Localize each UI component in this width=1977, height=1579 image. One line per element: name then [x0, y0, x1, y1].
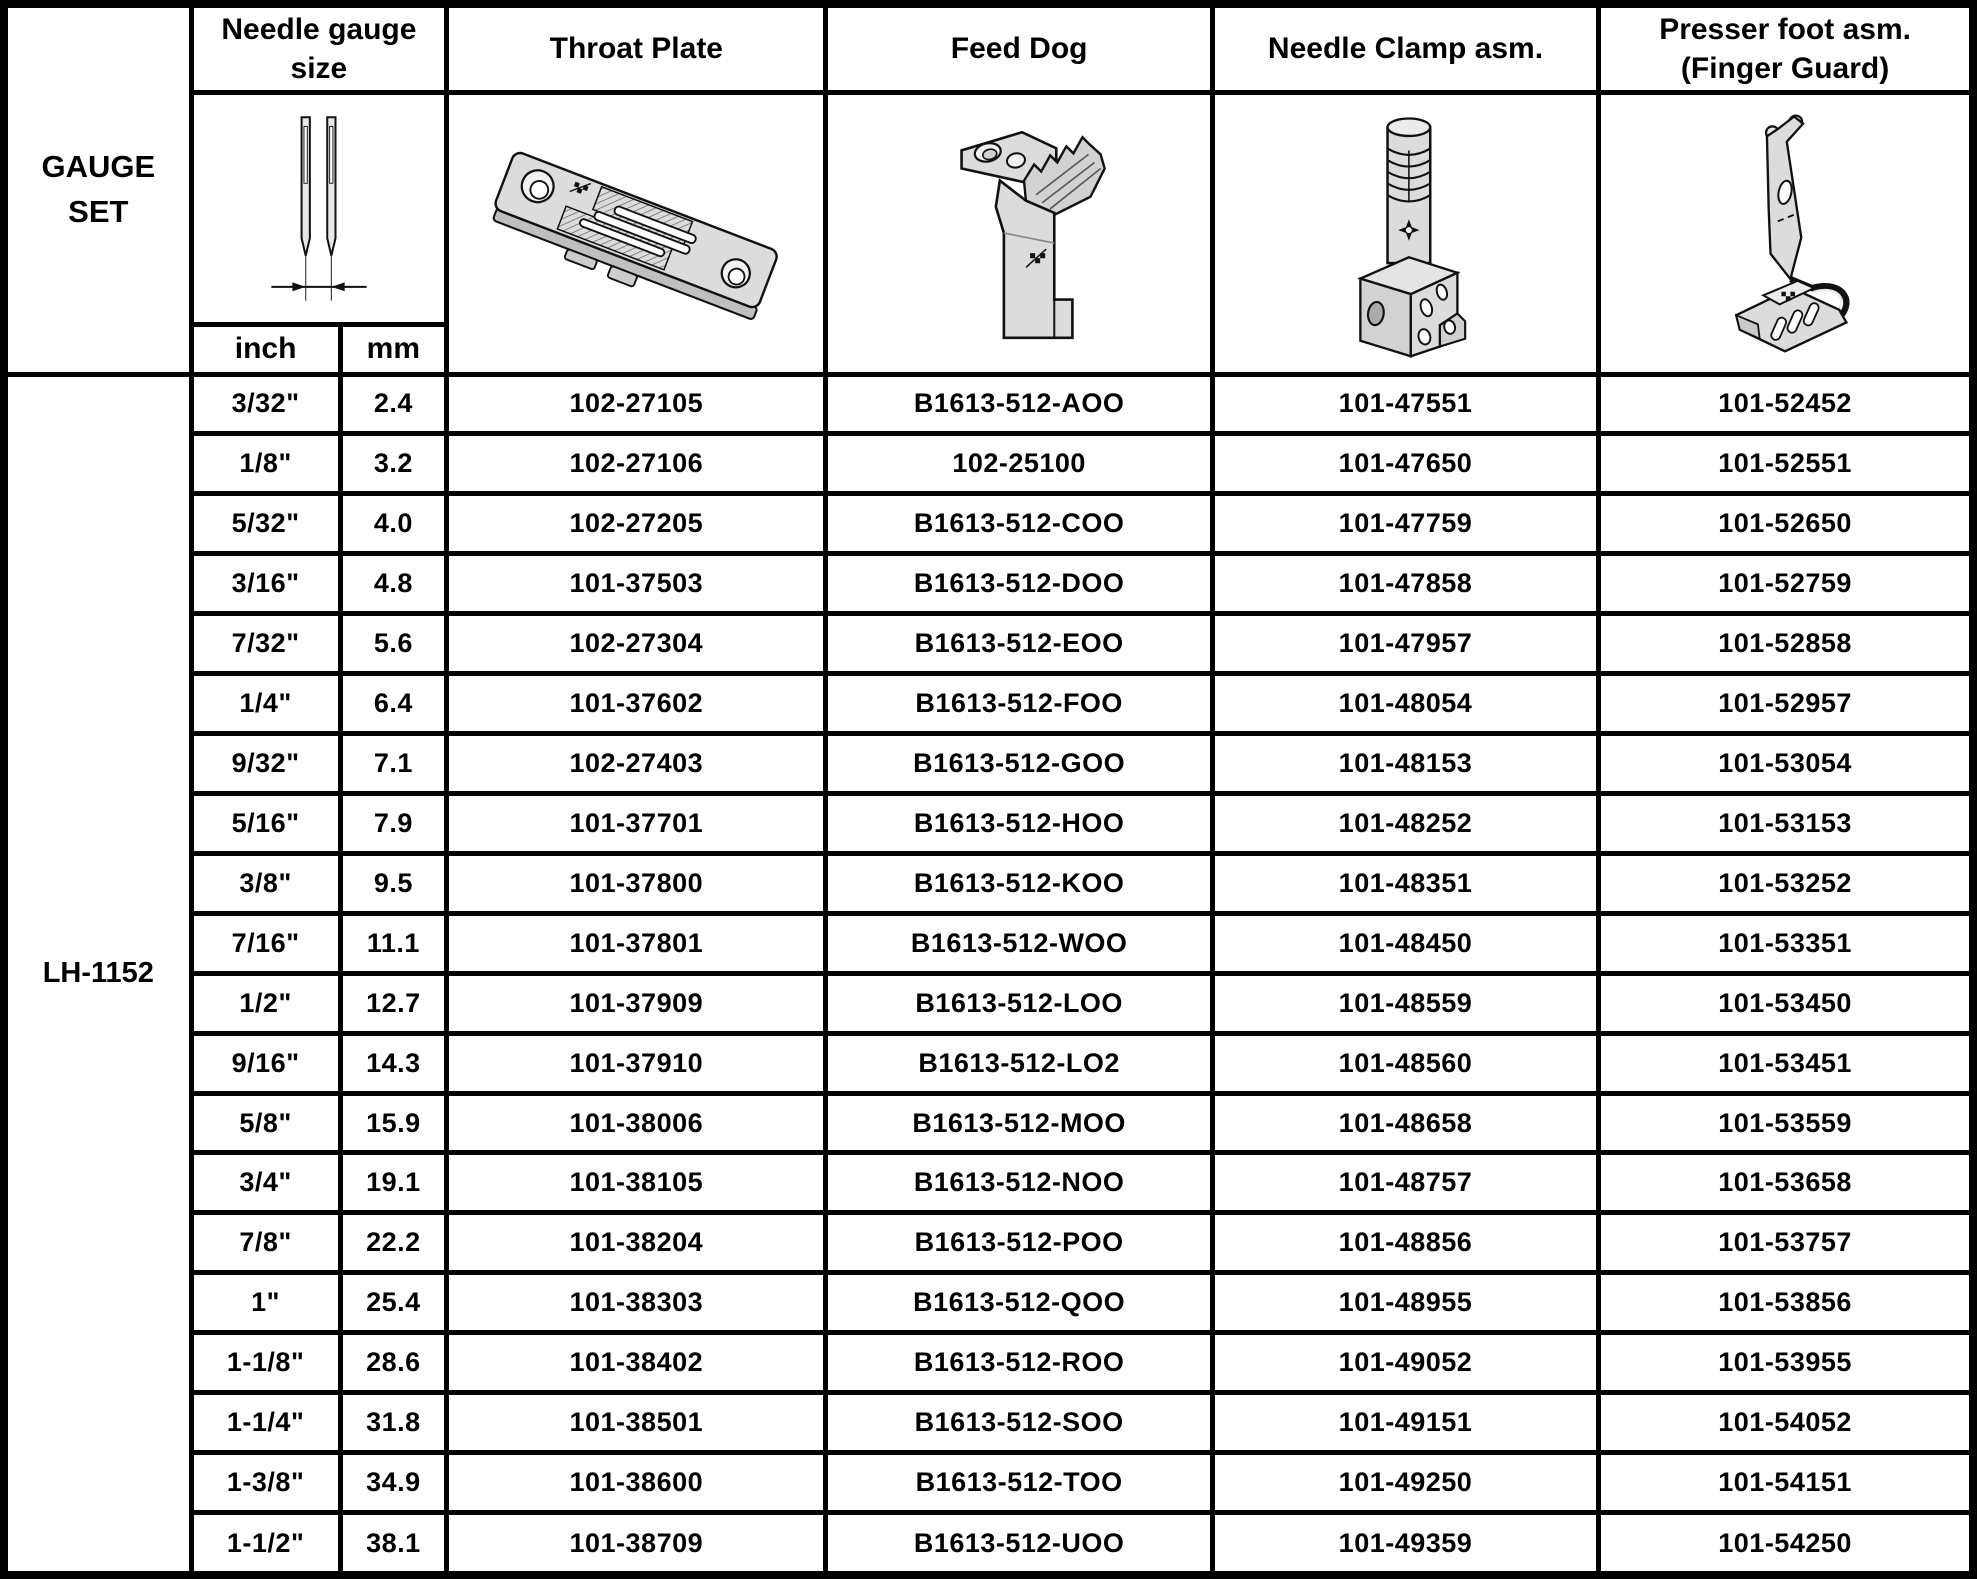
inch-size-cell: 1/2"	[191, 973, 340, 1033]
needle-clamp-part-cell: 101-49359	[1212, 1513, 1598, 1575]
feed-dog-part-cell: B1613-512-AOO	[826, 374, 1212, 434]
mm-size-cell: 15.9	[340, 1093, 447, 1153]
mm-subheader: mm	[340, 324, 447, 374]
mm-size-cell: 28.6	[340, 1333, 447, 1393]
throat-plate-part-cell: 101-38402	[447, 1333, 826, 1393]
feed-dog-part-cell: B1613-512-FOO	[826, 674, 1212, 734]
inch-size-cell: 3/4"	[191, 1153, 340, 1213]
presser-foot-part-cell: 101-53450	[1599, 973, 1973, 1033]
presser-foot-header-line1: Presser foot asm.	[1659, 12, 1911, 46]
inch-size-cell: 7/32"	[191, 614, 340, 674]
presser-foot-part-cell: 101-53955	[1599, 1333, 1973, 1393]
needle-clamp-illustration-cell	[1212, 92, 1598, 374]
feed-dog-part-cell: B1613-512-EOO	[826, 614, 1212, 674]
needle-gauge-size-header	[191, 4, 447, 92]
presser-foot-part-cell: 101-52452	[1599, 374, 1973, 434]
throat-plate-part-cell: 101-37503	[447, 554, 826, 614]
mm-size-cell: 19.1	[340, 1153, 447, 1213]
needle-clamp-part-cell: 101-48560	[1212, 1033, 1598, 1093]
throat-plate-part-cell: 102-27205	[447, 494, 826, 554]
throat-plate-part-cell: 101-37910	[447, 1033, 826, 1093]
table-row	[4, 1393, 1973, 1453]
mm-size-cell: 4.8	[340, 554, 447, 614]
feed-dog-part-cell: B1613-512-TOO	[826, 1453, 1212, 1513]
table-row	[4, 1213, 1973, 1273]
feed-dog-part-cell: B1613-512-COO	[826, 494, 1212, 554]
throat-plate-part-cell: 102-27403	[447, 734, 826, 794]
needle-clamp-part-cell: 101-47759	[1212, 494, 1598, 554]
inch-subheader: inch	[191, 324, 340, 374]
needle-clamp-part-cell: 101-48658	[1212, 1093, 1598, 1153]
table-row	[4, 674, 1973, 734]
table-row	[4, 1033, 1973, 1093]
throat-plate-part-cell: 101-38501	[447, 1393, 826, 1453]
needle-clamp-icon	[1295, 102, 1515, 364]
throat-plate-part-cell: 101-38709	[447, 1513, 826, 1575]
presser-foot-part-cell: 101-53856	[1599, 1273, 1973, 1333]
inch-size-cell: 1/8"	[191, 434, 340, 494]
needle-clamp-part-cell: 101-48450	[1212, 913, 1598, 973]
table-row	[4, 434, 1973, 494]
feed-dog-part-cell: B1613-512-WOO	[826, 913, 1212, 973]
presser-foot-part-cell: 101-52551	[1599, 434, 1973, 494]
table-row	[4, 1333, 1973, 1393]
presser-foot-part-cell: 101-54250	[1599, 1513, 1973, 1575]
presser-foot-header-line2: (Finger Guard)	[1680, 51, 1890, 85]
needle-clamp-part-cell: 101-48757	[1212, 1153, 1598, 1213]
feed-dog-part-cell: B1613-512-KOO	[826, 853, 1212, 913]
mm-size-cell: 34.9	[340, 1453, 447, 1513]
mm-size-cell: 12.7	[340, 973, 447, 1033]
table-row	[4, 494, 1973, 554]
needle-gauge-illustration-cell	[191, 92, 447, 324]
inch-size-cell: 3/32"	[191, 374, 340, 434]
mm-size-cell: 6.4	[340, 674, 447, 734]
gauge-set-model-cell	[4, 374, 191, 1575]
table-row	[4, 734, 1973, 794]
table-row	[4, 1453, 1973, 1513]
inch-size-cell: 9/32"	[191, 734, 340, 794]
presser-foot-icon	[1670, 102, 1900, 364]
throat-plate-part-cell: 101-38303	[447, 1273, 826, 1333]
needle-clamp-part-cell: 101-47650	[1212, 434, 1598, 494]
feed-dog-part-cell: B1613-512-MOO	[826, 1093, 1212, 1153]
table-row	[4, 374, 1973, 434]
mm-size-cell: 4.0	[340, 494, 447, 554]
inch-size-cell: 1"	[191, 1273, 340, 1333]
needle-clamp-part-cell: 101-48559	[1212, 973, 1598, 1033]
inch-size-cell: 3/16"	[191, 554, 340, 614]
table-row	[4, 1273, 1973, 1333]
inch-size-cell: 1-1/4"	[191, 1393, 340, 1453]
feed-dog-part-cell: B1613-512-ROO	[826, 1333, 1212, 1393]
throat-plate-part-cell: 101-37801	[447, 913, 826, 973]
table-row	[4, 973, 1973, 1033]
throat-plate-illustration-cell	[447, 92, 826, 374]
presser-foot-part-cell: 101-53351	[1599, 913, 1973, 973]
feed-dog-part-cell: 102-25100	[826, 434, 1212, 494]
throat-plate-part-cell: 101-37909	[447, 973, 826, 1033]
presser-foot-part-cell: 101-54052	[1599, 1393, 1973, 1453]
throat-plate-header: Throat Plate	[447, 4, 826, 92]
needle-clamp-part-cell: 101-48955	[1212, 1273, 1598, 1333]
inch-size-cell: 7/16"	[191, 913, 340, 973]
feed-dog-part-cell: B1613-512-HOO	[826, 793, 1212, 853]
mm-size-cell: 5.6	[340, 614, 447, 674]
inch-size-cell: 5/8"	[191, 1093, 340, 1153]
throat-plate-part-cell: 102-27105	[447, 374, 826, 434]
table-row	[4, 554, 1973, 614]
presser-foot-part-cell: 101-54151	[1599, 1453, 1973, 1513]
feed-dog-illustration-cell	[826, 92, 1212, 374]
inch-size-cell: 1-1/8"	[191, 1333, 340, 1393]
needle-clamp-part-cell: 101-48856	[1212, 1213, 1598, 1273]
gauge-set-model: LH-1152	[42, 957, 154, 990]
presser-foot-illustration-cell	[1599, 92, 1973, 374]
mm-size-cell: 31.8	[340, 1393, 447, 1453]
feed-dog-part-cell: B1613-512-QOO	[826, 1273, 1212, 1333]
twin-needles-icon	[209, 102, 429, 314]
throat-plate-part-cell: 101-38105	[447, 1153, 826, 1213]
needle-clamp-part-cell: 101-47551	[1212, 374, 1598, 434]
mm-size-cell: 7.9	[340, 793, 447, 853]
feed-dog-part-cell: B1613-512-POO	[826, 1213, 1212, 1273]
header-row	[4, 4, 1973, 92]
feed-dog-part-cell: B1613-512-UOO	[826, 1513, 1212, 1575]
illustration-row	[4, 92, 1973, 324]
presser-foot-part-cell: 101-53054	[1599, 734, 1973, 794]
mm-size-cell: 38.1	[340, 1513, 447, 1575]
table-row	[4, 1513, 1973, 1575]
needle-clamp-part-cell: 101-49052	[1212, 1333, 1598, 1393]
throat-plate-part-cell: 101-38006	[447, 1093, 826, 1153]
feed-dog-part-cell: B1613-512-LOO	[826, 973, 1212, 1033]
inch-size-cell: 7/8"	[191, 1213, 340, 1273]
mm-size-cell: 22.2	[340, 1213, 447, 1273]
needle-clamp-part-cell: 101-48153	[1212, 734, 1598, 794]
needle-clamp-part-cell: 101-47858	[1212, 554, 1598, 614]
presser-foot-part-cell: 101-53451	[1599, 1033, 1973, 1093]
throat-plate-part-cell: 102-27304	[447, 614, 826, 674]
presser-foot-part-cell: 101-52650	[1599, 494, 1973, 554]
throat-plate-part-cell: 101-38204	[447, 1213, 826, 1273]
mm-size-cell: 25.4	[340, 1273, 447, 1333]
feed-dog-part-cell: B1613-512-DOO	[826, 554, 1212, 614]
table-row	[4, 1093, 1973, 1153]
mm-size-cell: 2.4	[340, 374, 447, 434]
feed-dog-part-cell: B1613-512-NOO	[826, 1153, 1212, 1213]
inch-size-cell: 1-1/2"	[191, 1513, 340, 1575]
inch-size-cell: 3/8"	[191, 853, 340, 913]
needle-clamp-part-cell: 101-48351	[1212, 853, 1598, 913]
presser-foot-part-cell: 101-53153	[1599, 793, 1973, 853]
needle-clamp-part-cell: 101-48252	[1212, 793, 1598, 853]
presser-foot-part-cell: 101-53757	[1599, 1213, 1973, 1273]
table-row	[4, 853, 1973, 913]
feed-dog-part-cell: B1613-512-LO2	[826, 1033, 1212, 1093]
presser-foot-part-cell: 101-53658	[1599, 1153, 1973, 1213]
table-row	[4, 793, 1973, 853]
throat-plate-part-cell: 101-37701	[447, 793, 826, 853]
table-row	[4, 614, 1973, 674]
feed-dog-header: Feed Dog	[826, 4, 1212, 92]
feed-dog-part-cell: B1613-512-SOO	[826, 1393, 1212, 1453]
presser-foot-header	[1599, 4, 1973, 92]
presser-foot-part-cell: 101-53252	[1599, 853, 1973, 913]
inch-size-cell: 1/4"	[191, 674, 340, 734]
needle-clamp-part-cell: 101-48054	[1212, 674, 1598, 734]
throat-plate-part-cell: 101-37602	[447, 674, 826, 734]
gauge-set-label: GAUGE SET	[41, 148, 156, 229]
presser-foot-part-cell: 101-52858	[1599, 614, 1973, 674]
presser-foot-part-cell: 101-53559	[1599, 1093, 1973, 1153]
needle-clamp-part-cell: 101-49250	[1212, 1453, 1598, 1513]
needle-clamp-part-cell: 101-47957	[1212, 614, 1598, 674]
feed-dog-icon	[894, 102, 1144, 364]
needle-clamp-part-cell: 101-49151	[1212, 1393, 1598, 1453]
presser-foot-part-cell: 101-52759	[1599, 554, 1973, 614]
mm-size-cell: 3.2	[340, 434, 447, 494]
needle-gauge-size-header-label: Needle gauge size	[221, 12, 417, 85]
table-row	[4, 913, 1973, 973]
throat-plate-icon	[466, 102, 806, 364]
mm-size-cell: 14.3	[340, 1033, 447, 1093]
mm-size-cell: 7.1	[340, 734, 447, 794]
presser-foot-part-cell: 101-52957	[1599, 674, 1973, 734]
needle-clamp-header: Needle Clamp asm.	[1212, 4, 1598, 92]
mm-size-cell: 11.1	[340, 913, 447, 973]
throat-plate-part-cell: 101-37800	[447, 853, 826, 913]
inch-size-cell: 1-3/8"	[191, 1453, 340, 1513]
gauge-set-header-cell	[4, 4, 191, 374]
throat-plate-part-cell: 102-27106	[447, 434, 826, 494]
parts-table-body	[4, 374, 1973, 1575]
inch-size-cell: 5/32"	[191, 494, 340, 554]
table-row	[4, 1153, 1973, 1213]
inch-size-cell: 9/16"	[191, 1033, 340, 1093]
feed-dog-part-cell: B1613-512-GOO	[826, 734, 1212, 794]
inch-size-cell: 5/16"	[191, 793, 340, 853]
mm-size-cell: 9.5	[340, 853, 447, 913]
throat-plate-part-cell: 101-38600	[447, 1453, 826, 1513]
